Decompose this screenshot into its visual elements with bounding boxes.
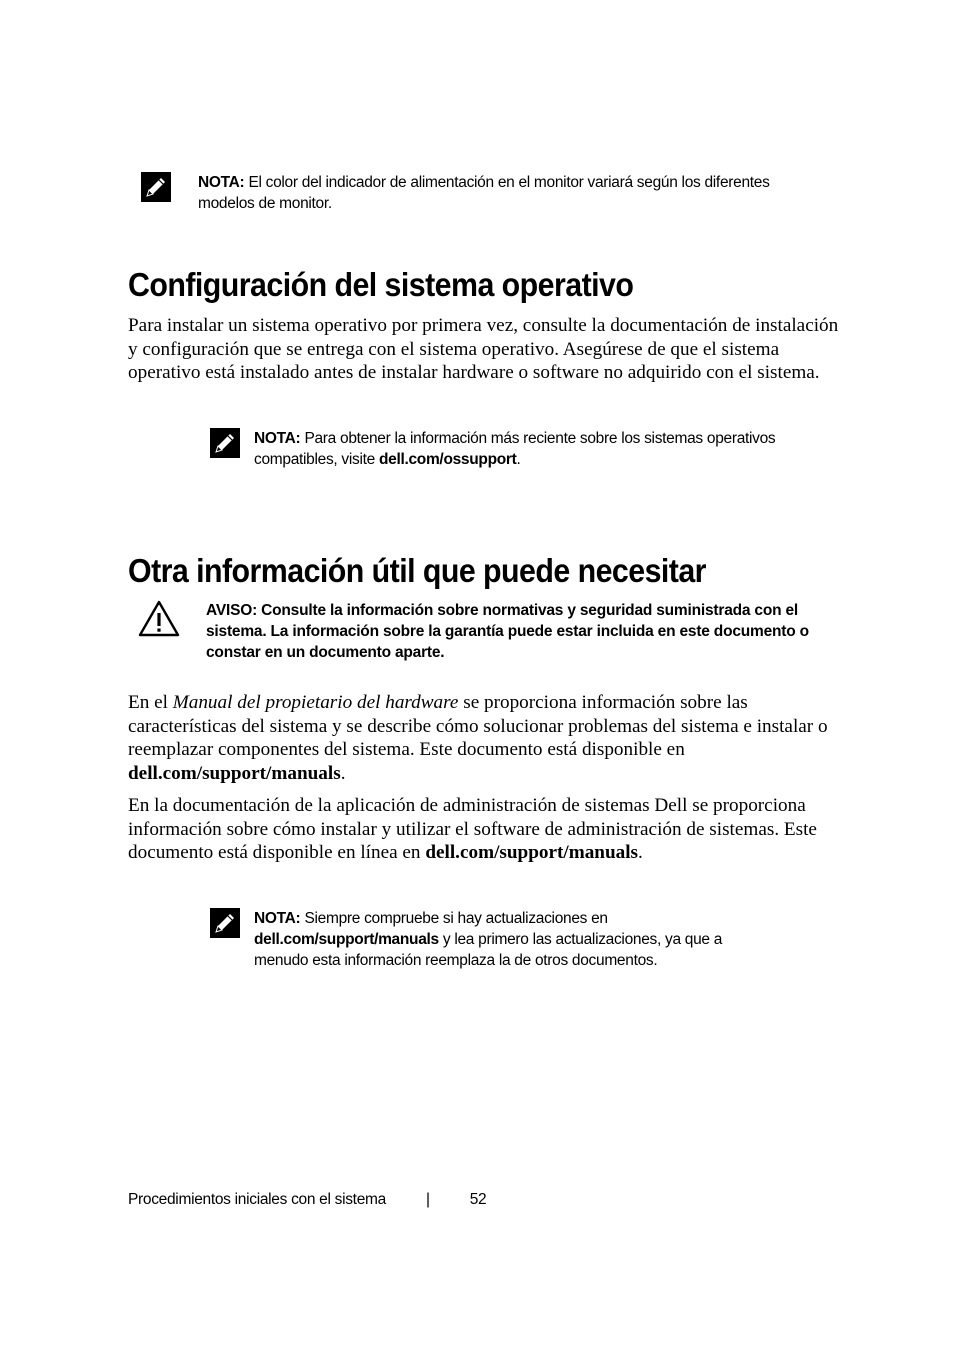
paragraph-systems-management bbox=[128, 794, 828, 865]
note-body: Para obtener la información más reciente sobre los sistemas operativos compatibles, visite bbox=[254, 430, 776, 468]
para-text: En el bbox=[128, 692, 168, 713]
note-body: y lea primero las actualizaciones, ya que a menudo esta información reemplaza la de otros documentos. bbox=[254, 931, 723, 969]
section-heading-os-setup: Configuración del sistema operativo bbox=[128, 266, 634, 303]
note-period: . bbox=[516, 451, 521, 468]
warning-triangle-icon bbox=[138, 600, 180, 638]
para-text: En la documentación de la aplicación de administración de sistemas Dell se proporciona información sobre cómo instalar y utilizar el software de administración de sistemas. Este documento está disponible en línea en bbox=[128, 795, 817, 863]
note-line: El color del indicador de alimentación en el monitor variará según los diferentes bbox=[248, 174, 770, 191]
para-period: . bbox=[638, 842, 643, 863]
note-pencil-icon bbox=[210, 908, 240, 938]
page-number: 52 bbox=[469, 1191, 487, 1208]
support-manuals-link[interactable]: dell.com/support/manuals bbox=[425, 842, 639, 863]
support-manuals-link[interactable]: dell.com/support/manuals bbox=[254, 931, 439, 948]
note-monitor-indicator bbox=[141, 172, 858, 214]
paragraph-hardware-manual bbox=[128, 691, 843, 785]
footer-separator: | bbox=[425, 1191, 430, 1208]
paragraph-os-setup: Para instalar un sistema operativo por primera vez, consulte la documentación de instalación y configuración que se entrega con el sistema operativo. Asegúrese de que el sistema operativo está instalado antes de instalar hardware o software no adquirido con el sistema. bbox=[128, 315, 839, 383]
section-heading-other-info: Otra información útil que puede necesitar bbox=[128, 552, 706, 589]
note-pencil-icon bbox=[141, 172, 171, 202]
note-label: NOTA: bbox=[254, 910, 301, 927]
note-text bbox=[254, 428, 794, 470]
para-text: se proporciona información sobre las características del sistema y se describe cómo solucionar problemas del sistema e instalar o reemplazar componentes del sistema. Este documento está disponible en bbox=[128, 692, 828, 760]
support-manuals-link[interactable]: dell.com/support/manuals bbox=[128, 762, 341, 784]
note-text bbox=[198, 172, 858, 214]
note-label: NOTA: bbox=[198, 174, 245, 191]
note-body: Siempre compruebe si hay actualizaciones en bbox=[304, 910, 608, 927]
note-text bbox=[254, 908, 764, 971]
warning-label: AVISO: bbox=[206, 602, 258, 619]
ossupport-link[interactable]: dell.com/ossupport bbox=[378, 451, 517, 468]
note-pencil-icon bbox=[210, 428, 240, 458]
manual-title: Manual del propietario del hardware bbox=[172, 692, 459, 713]
page-footer bbox=[128, 1190, 486, 1210]
note-os-support bbox=[210, 428, 794, 470]
note-label: NOTA: bbox=[254, 430, 301, 447]
note-updates bbox=[210, 908, 764, 971]
note-line: modelos de monitor. bbox=[198, 195, 332, 212]
para-period: . bbox=[340, 762, 346, 784]
warning-callout bbox=[138, 600, 846, 663]
footer-title: Procedimientos iniciales con el sistema bbox=[128, 1191, 386, 1208]
warning-text bbox=[206, 600, 846, 663]
warning-body: Consulte la información sobre normativas y seguridad suministrada con el sistema. La información sobre la garantía puede estar incluida en este documento o constar en un documento aparte. bbox=[206, 602, 809, 661]
